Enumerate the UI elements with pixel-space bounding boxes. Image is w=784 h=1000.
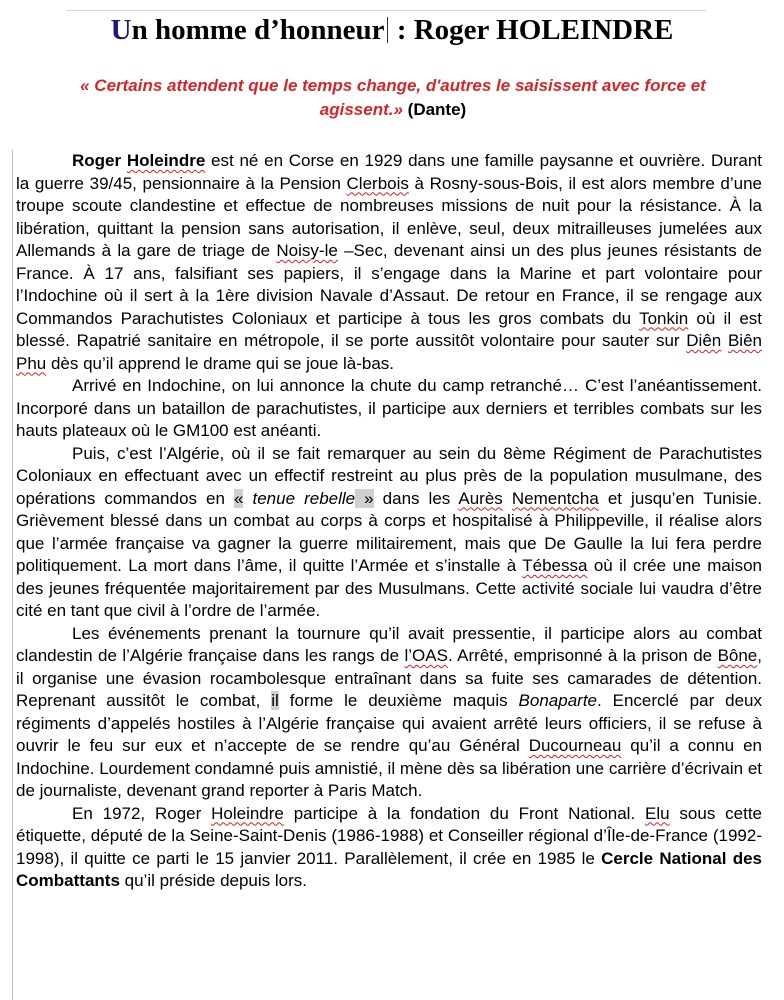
spelling-flag: Diên xyxy=(686,331,722,350)
spelling-flag: Aurès xyxy=(458,488,503,508)
emphasis-tenue-rebelle: tenue rebelle xyxy=(243,488,356,508)
text-cursor xyxy=(387,17,388,43)
spelling-flag: Ducourneau xyxy=(528,736,622,755)
title-subject: : Roger HOLEINDRE xyxy=(389,14,674,46)
spelling-flag: l’OAS xyxy=(404,646,448,665)
epigraph-quote xyxy=(18,74,768,122)
spelling-flag: Bône xyxy=(717,646,758,665)
title-text: n homme d’honneur xyxy=(131,14,385,46)
spelling-flag: Tébessa xyxy=(522,556,588,575)
page-title xyxy=(0,12,784,48)
organization-name: Cercle National des Combattants xyxy=(16,848,762,890)
paragraph-1: Roger Holeindre est né en Corse en 1929 dans une famille paysanne et ouvrière. Durant la guerre 39/45, pensionnaire à la Pension Clerbois à Rosny-sous-Bois, il est alors membre d’une troupe scoute clandestine et effectue de nombreuses missions de nuit pour la résistance. À la libération, quittant la pension sans autorisation, il enlève, seul, deux mitrailleuses jumelées aux Allemands à la gare de triage de Noisy-le –Sec, devenant ainsi un des plus jeunes résistants de France. À 17 ans, falsifiant ses papiers, il s’engage dans la Marine et part volontaire pour l’Indochine où il sert à la 1ère division Navale d’Assaut. De retour en France, il se rengage aux Commandos Parachutistes Coloniaux et participe à tous les gros combats du Tonkin où il est blessé. Rapatrié sanitaire en métropole, il se porte aussitôt volontaire pour sauter sur Diên Biên Phu dès qu’il apprend le drame qui se joue là-bas. xyxy=(16,151,762,373)
spelling-flag: Noisy-le xyxy=(276,241,338,260)
spelling-flag: Holeindre xyxy=(211,803,284,823)
paragraph-5: En 1972, Roger Holeindre participe à la fondation du Front National. Elu sous cette étiquette, député de la Seine-Saint-Denis (1986-1988) et Conseiller régional d’Île-de-France (1992-1998), il quitte ce parti le 15 janvier 2011. Parallèlement, il crée en 1985 le Cercle National des Combattants qu’il préside depuis lors. xyxy=(16,803,762,890)
page-top-edge xyxy=(66,10,706,11)
subject-name: Roger Holeindre xyxy=(72,151,206,170)
quote-text-line2: agissent.» xyxy=(319,100,403,119)
quote-author: (Dante) xyxy=(407,100,467,119)
paragraph-2: Arrivé en Indochine, on lui annonce la chute du camp retranché… C’est l’anéantissement. Incorporé dans un bataillon de parachutistes, il participe aux derniers et terribles combats sur les hauts plateaux où le GM100 est anéanti. xyxy=(16,376,762,440)
spelling-flag: Clerbois xyxy=(346,173,409,193)
spelling-flag: Phu xyxy=(16,353,47,373)
spelling-flag: Elu xyxy=(645,803,670,823)
paragraph-3: Puis, c’est l’Algérie, où il se fait remarquer au sein du 8ème Régiment de Parachutistes Coloniaux en effectuant avec un effectif restreint au plus près de la population musulmane, des opérations commandos en « tenue rebelle » dans les Aurès Nementcha et jusqu’en Tunisie. Grièvement blessé dans un combat au corps à corps et hospitalisé à Philippeville, il réalise alors que l’armée française va gagner la guerre militairement, mais que De Gaulle la lui fera perdre politiquement. La mort dans l’âme, il quitte l’Armée et s’installe à Tébessa où il crée une maison des jeunes fréquentée majoritairement par des Musulmans. Cette activité sociale lui vaudra d’être cité en tant que civil à l’ordre de l’armée. xyxy=(16,443,762,620)
highlighted-word: il xyxy=(271,691,279,710)
biography-body xyxy=(16,150,762,893)
spelling-flag: Biên xyxy=(727,331,762,350)
title-first-letter: U xyxy=(110,14,132,46)
spelling-flag: Nementcha xyxy=(511,488,599,508)
emphasis-bonaparte: Bonaparte xyxy=(518,691,597,710)
page-left-edge xyxy=(12,150,13,1000)
paragraph-4: Les événements prenant la tournure qu’il avait pressentie, il participe alors au combat clandestin de l’Algérie française dans les rangs de l’OAS. Arrêté, emprisonné à la prison de Bône, il organise une évasion rocambolesque entraînant dans sa fuite ses camarades de détention. Reprenant aussitôt le combat, il forme le deuxième maquis Bonaparte. Encerclé par deux régiments d’appelés hostiles à l’Algérie française qui avaient arrêté leurs officiers, il se refuse à ouvrir le feu sur eux et n’accepte de se rendre qu’au Général Ducourneau qu’il a connu en Indochine. Lourdement condamné puis amnistié, il mène dès sa libération une carrière d’écrivain et de journaliste, devenant grand reporter à Paris Match. xyxy=(16,623,762,800)
spelling-flag: Tonkin xyxy=(639,308,689,328)
quote-text-line1: « Certains attendent que le temps change, d'autres le saisissent avec force et xyxy=(80,76,706,95)
